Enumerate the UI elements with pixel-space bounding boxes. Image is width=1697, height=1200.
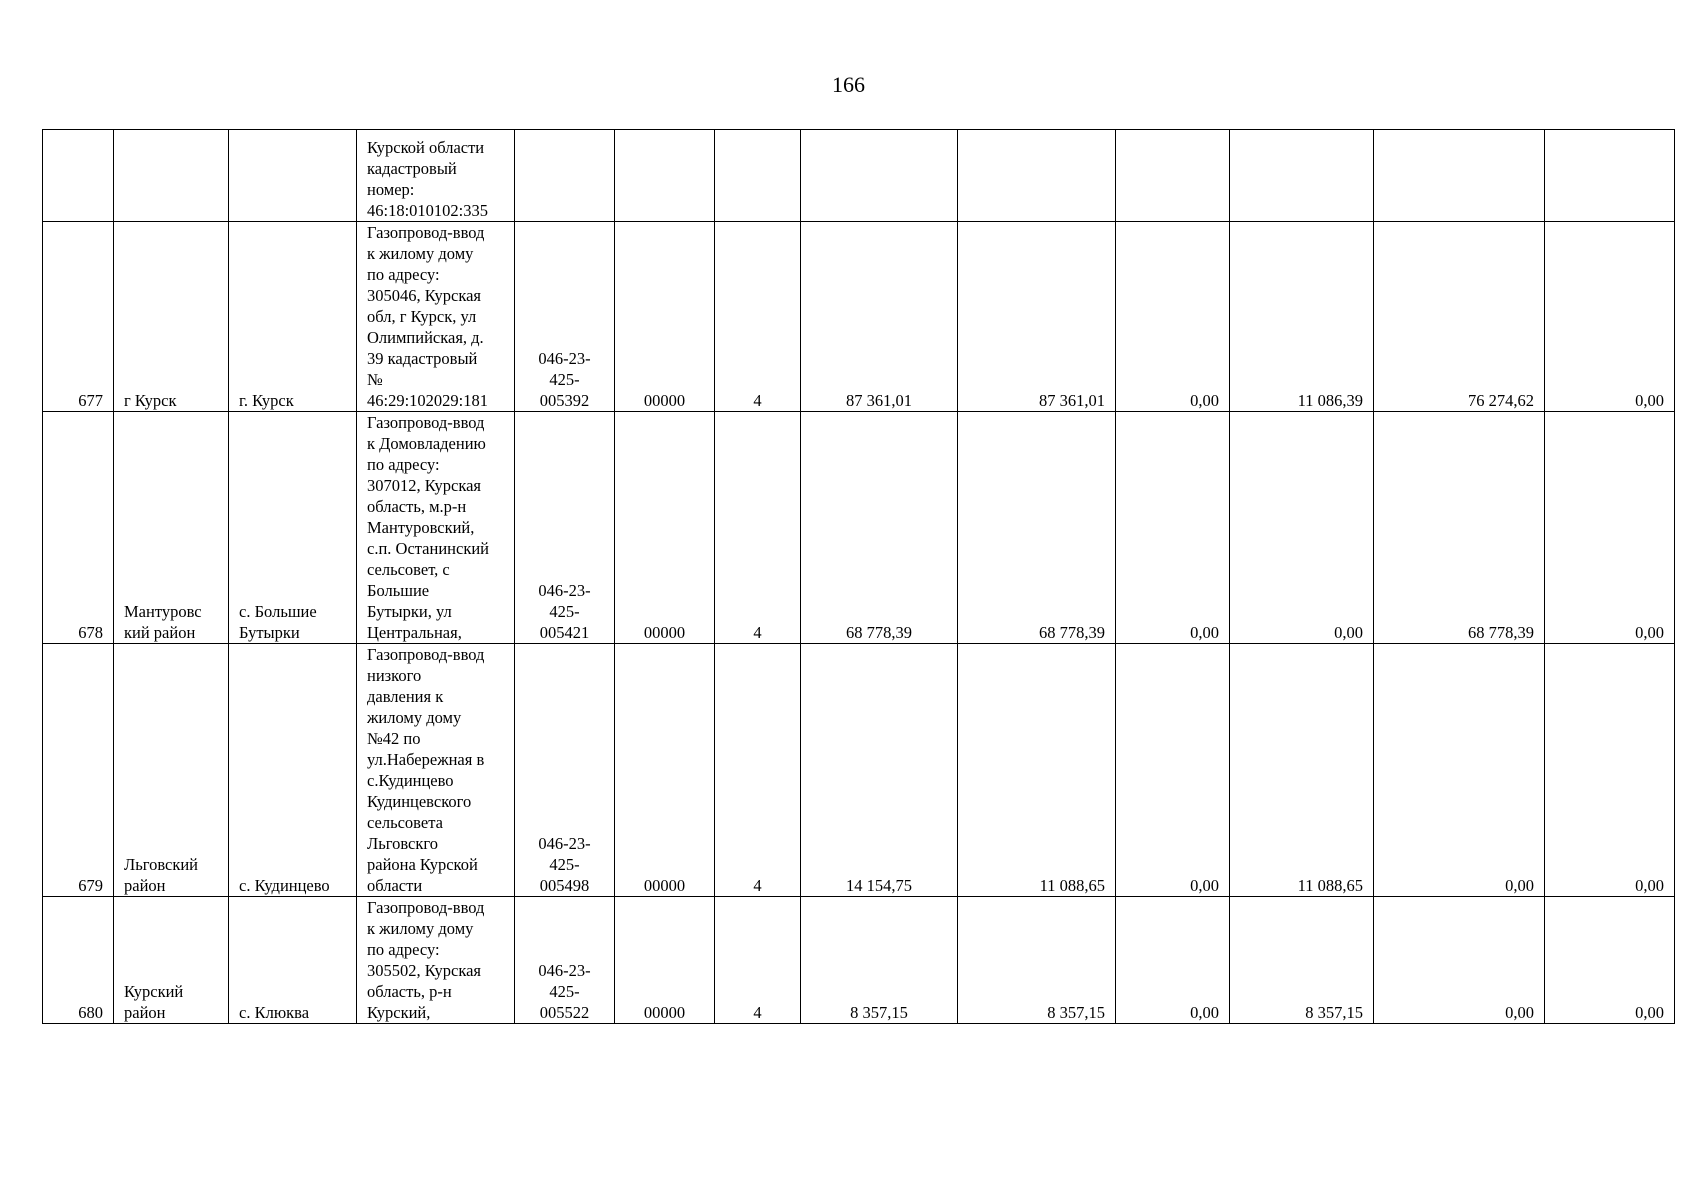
- cell-line: 425-: [549, 982, 580, 1001]
- cell-description: [357, 222, 515, 412]
- cell-line: Центральная,: [367, 623, 462, 642]
- cell-col-c: [1374, 130, 1545, 222]
- cell-num: 677: [43, 222, 114, 412]
- cell-line: к Домовладению: [367, 434, 486, 453]
- cell-line: Большие: [367, 581, 430, 600]
- cell-num: 679: [43, 644, 114, 897]
- cell-amount: [958, 130, 1116, 222]
- cell-line: район: [124, 876, 166, 895]
- cell-col-c: 76 274,62: [1374, 222, 1545, 412]
- cell-line: кадастровый: [367, 159, 457, 178]
- cell-col-a: 0,00: [1116, 644, 1230, 897]
- cell-line: 046-23-: [538, 349, 591, 368]
- cell-col-b: 11 088,65: [1230, 644, 1374, 897]
- cell-code: [515, 412, 615, 644]
- cell-line: г. Курск: [239, 391, 294, 410]
- cell-amount: 87 361,01: [958, 222, 1116, 412]
- cell-total: [801, 130, 958, 222]
- cell-line: давления к: [367, 687, 444, 706]
- cell-line: с. Большие: [239, 602, 317, 621]
- cell-line: по адресу:: [367, 265, 440, 284]
- cell-settlement: [229, 644, 357, 897]
- cell-code2: 00000: [615, 644, 715, 897]
- cell-col-a: 0,00: [1116, 412, 1230, 644]
- cell-col-a: 0,00: [1116, 897, 1230, 1024]
- cell-line: Газопровод-ввод: [367, 413, 485, 432]
- cell-line: область, р-н: [367, 982, 452, 1001]
- cell-line: №42 по: [367, 729, 421, 748]
- cell-line: область, м.р-н: [367, 497, 467, 516]
- cell-line: с. Кудинцево: [239, 876, 330, 895]
- cell-line: 46:18:010102:335: [367, 201, 489, 220]
- cell-code: [515, 222, 615, 412]
- cell-col-b: 8 357,15: [1230, 897, 1374, 1024]
- cell-district: [114, 644, 229, 897]
- table-row: [43, 644, 1675, 897]
- cell-code: [515, 130, 615, 222]
- cell-col-c: 0,00: [1374, 644, 1545, 897]
- cell-category: 4: [715, 222, 801, 412]
- cell-total: 14 154,75: [801, 644, 958, 897]
- registry-table: [42, 129, 1675, 1024]
- cell-line: №: [367, 370, 383, 389]
- cell-description: [357, 897, 515, 1024]
- table-row-continuation: [43, 130, 1675, 222]
- cell-col-b: 11 086,39: [1230, 222, 1374, 412]
- cell-line: 005421: [539, 623, 590, 642]
- cell-district: [114, 222, 229, 412]
- cell-amount: 68 778,39: [958, 412, 1116, 644]
- cell-line: с.Кудинцево: [367, 771, 454, 790]
- cell-line: кий район: [124, 623, 196, 642]
- cell-col-d: [1545, 130, 1675, 222]
- cell-col-a: 0,00: [1116, 222, 1230, 412]
- cell-col-d: 0,00: [1545, 644, 1675, 897]
- cell-col-a: [1116, 130, 1230, 222]
- cell-line: низкого: [367, 666, 422, 685]
- cell-line: ул.Набережная в: [367, 750, 485, 769]
- cell-line: г Курск: [124, 391, 177, 410]
- cell-line: 046-23-: [538, 581, 591, 600]
- cell-line: Олимпийская, д.: [367, 328, 484, 347]
- cell-line: 425-: [549, 370, 580, 389]
- cell-category: [715, 130, 801, 222]
- cell-code2: 00000: [615, 412, 715, 644]
- cell-line: с.п. Останинский: [367, 539, 489, 558]
- table-row: [43, 897, 1675, 1024]
- cell-settlement: [229, 130, 357, 222]
- cell-description: [357, 412, 515, 644]
- registry-table-body: [43, 130, 1675, 1024]
- cell-code2: 00000: [615, 222, 715, 412]
- cell-line: Льговскго: [367, 834, 438, 853]
- cell-category: 4: [715, 412, 801, 644]
- cell-category: 4: [715, 897, 801, 1024]
- cell-line: Газопровод-ввод: [367, 223, 485, 242]
- cell-settlement: [229, 412, 357, 644]
- cell-total: 8 357,15: [801, 897, 958, 1024]
- cell-col-b: 0,00: [1230, 412, 1374, 644]
- cell-line: Мантуровский,: [367, 518, 475, 537]
- cell-line: по адресу:: [367, 455, 440, 474]
- cell-description: [357, 130, 515, 222]
- cell-district: [114, 897, 229, 1024]
- cell-district: [114, 130, 229, 222]
- cell-line: 39 кадастровый: [367, 349, 478, 368]
- cell-line: 046-23-: [538, 834, 591, 853]
- cell-settlement: [229, 222, 357, 412]
- cell-line: к жилому дому: [367, 244, 474, 263]
- cell-col-b: [1230, 130, 1374, 222]
- cell-line: номер:: [367, 180, 415, 199]
- cell-line: Газопровод-ввод: [367, 645, 485, 664]
- cell-total: 68 778,39: [801, 412, 958, 644]
- cell-line: области: [367, 876, 423, 895]
- cell-col-d: 0,00: [1545, 897, 1675, 1024]
- cell-description: [357, 644, 515, 897]
- cell-line: 005498: [539, 876, 590, 895]
- cell-district: [114, 412, 229, 644]
- cell-line: Курский,: [367, 1003, 431, 1022]
- cell-code: [515, 644, 615, 897]
- cell-line: Курской области: [367, 138, 485, 157]
- cell-num: 680: [43, 897, 114, 1024]
- cell-amount: 8 357,15: [958, 897, 1116, 1024]
- cell-num: [43, 130, 114, 222]
- cell-line: Мантуровс: [124, 602, 202, 621]
- page-number: 166: [832, 72, 865, 97]
- cell-col-d: 0,00: [1545, 412, 1675, 644]
- cell-line: к жилому дому: [367, 919, 474, 938]
- cell-code: [515, 897, 615, 1024]
- cell-line: района Курской: [367, 855, 478, 874]
- cell-line: обл, г Курск, ул: [367, 307, 477, 326]
- cell-line: 005522: [539, 1003, 590, 1022]
- cell-line: сельсовет, с: [367, 560, 450, 579]
- cell-category: 4: [715, 644, 801, 897]
- cell-total: 87 361,01: [801, 222, 958, 412]
- cell-line: 046-23-: [538, 961, 591, 980]
- cell-line: с. Клюква: [239, 1003, 310, 1022]
- cell-line: Льговский: [124, 855, 199, 874]
- cell-col-d: 0,00: [1545, 222, 1675, 412]
- cell-line: 425-: [549, 602, 580, 621]
- cell-code2: 00000: [615, 897, 715, 1024]
- cell-line: 005392: [539, 391, 590, 410]
- cell-amount: 11 088,65: [958, 644, 1116, 897]
- cell-line: 307012, Курская: [367, 476, 482, 495]
- cell-line: Бутырки, ул: [367, 602, 452, 621]
- table-row: [43, 222, 1675, 412]
- cell-line: Бутырки: [239, 623, 300, 642]
- cell-line: Кудинцевского: [367, 792, 472, 811]
- table-row: [43, 412, 1675, 644]
- cell-line: 46:29:102029:181: [367, 391, 489, 410]
- cell-line: 425-: [549, 855, 580, 874]
- cell-line: сельсовета: [367, 813, 443, 832]
- cell-line: 305046, Курская: [367, 286, 482, 305]
- cell-line: район: [124, 1003, 166, 1022]
- cell-line: по адресу:: [367, 940, 440, 959]
- cell-line: Газопровод-ввод: [367, 898, 485, 917]
- cell-settlement: [229, 897, 357, 1024]
- cell-col-c: 0,00: [1374, 897, 1545, 1024]
- cell-num: 678: [43, 412, 114, 644]
- cell-line: 305502, Курская: [367, 961, 482, 980]
- cell-line: жилому дому: [367, 708, 462, 727]
- cell-code2: [615, 130, 715, 222]
- cell-line: Курский: [124, 982, 184, 1001]
- cell-col-c: 68 778,39: [1374, 412, 1545, 644]
